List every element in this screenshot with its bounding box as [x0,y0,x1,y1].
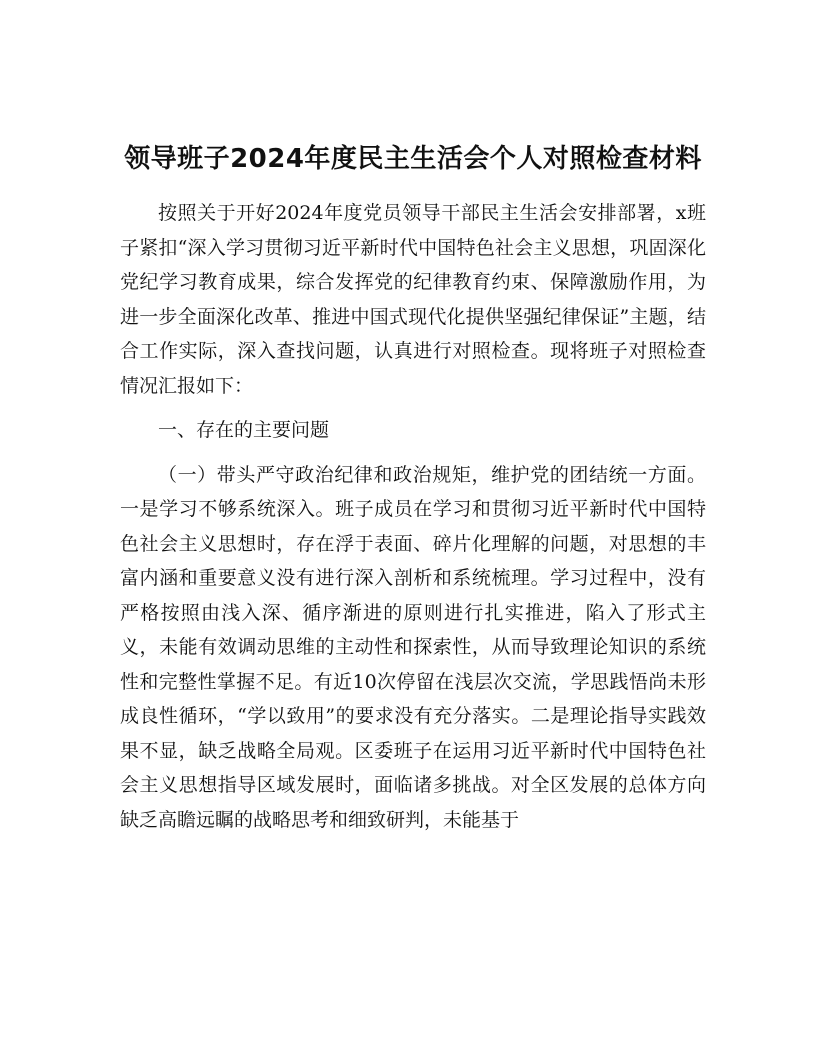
section-paragraph: （一）带头严守政治纪律和政治规矩，维护党的团结统一方面。一是学习不够系统深入。班子成员在学习和贯彻习近平新时代中国特色社会主义思想时，存在浮于表面、碎片化理解的问题，对思想的丰富内涵和重要意义没有进行深入剖析和系统梳理。学习过程中，没有严格按照由浅入深、循序渐进的原则进行扎实推进，陷入了形式主义，未能有效调动思维的主动性和探索性，从而导致理论知识的系统性和完整性掌握不足。有近10次停留在浅层次交流，学思践悟尚未形成良性循环，“学以致用”的要求没有充分落实。二是理论指导实践效果不显，缺乏战略全局观。区委班子在运用习近平新时代中国特色社会主义思想指导区域发展时，面临诸多挑战。对全区发展的总体方向缺乏高瞻远瞩的战略思考和细致研判，未能基于 [120,463,706,831]
document-body [120,196,706,837]
document-title: 领导班子2024年度民主生活会个人对照检查材料 [124,144,702,174]
intro-paragraph: 按照关于开好2024年度党员领导干部民主生活会安排部署，x班子紧扣“深入学习贯彻习近平新时代中国特色社会主义思想，巩固深化党纪学习教育成果，综合发挥党的纪律教育约束、保障激励作用，为进一步全面深化改革、推进中国式现代化提供坚强纪律保证”主题，结合工作实际，深入查找问题，认真进行对照检查。现将班子对照检查情况汇报如下： [120,202,706,397]
section-heading: 一、存在的主要问题 [158,419,330,441]
